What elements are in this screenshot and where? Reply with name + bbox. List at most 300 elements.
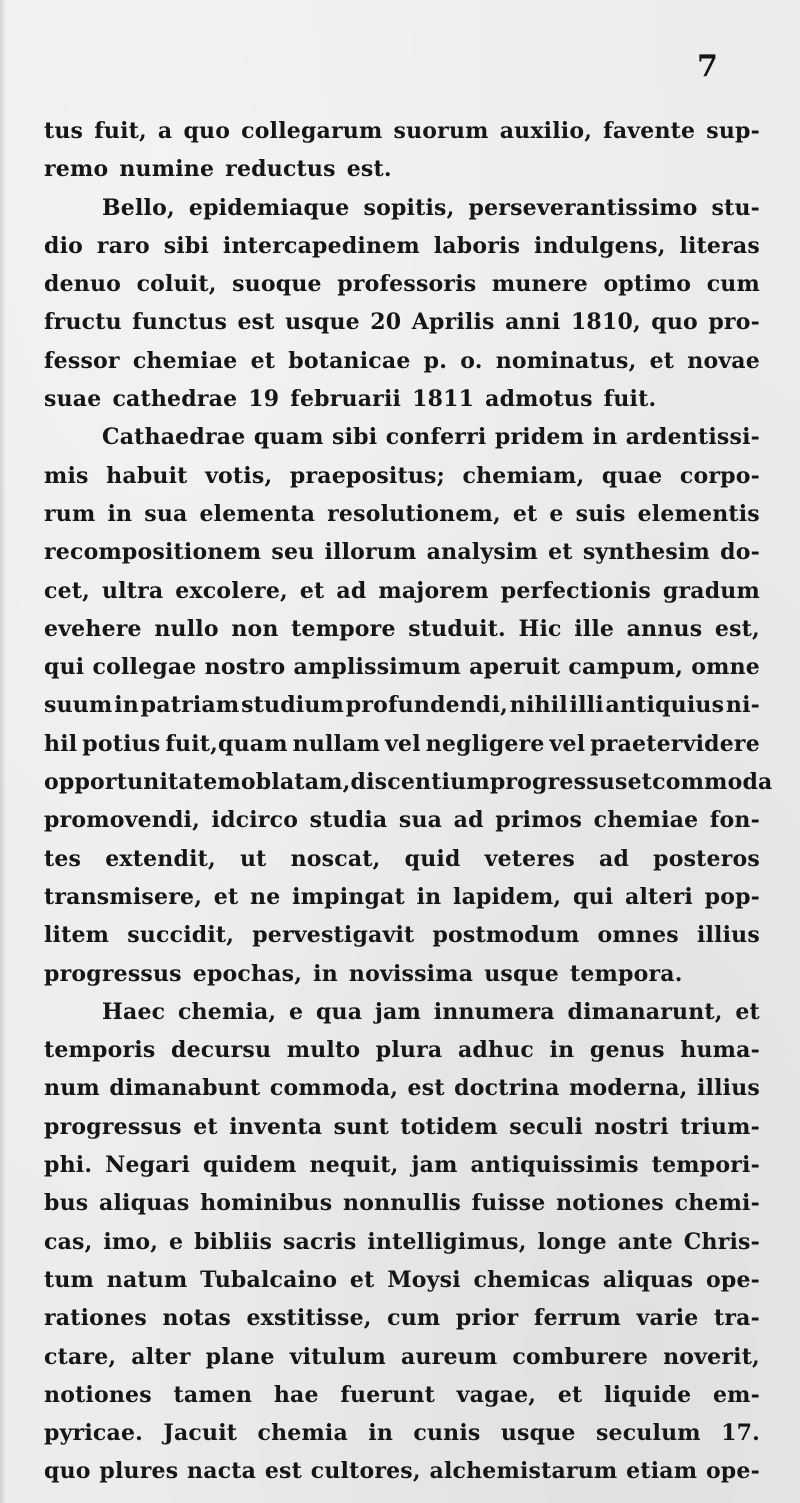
word: moderna, — [569, 1075, 688, 1102]
word: in — [368, 1420, 394, 1447]
word: comburere — [512, 1343, 649, 1370]
word: indulgens, — [534, 232, 666, 259]
word: collegarum — [241, 118, 383, 144]
word: Jacuit — [163, 1420, 238, 1447]
word: bibliis — [194, 1228, 273, 1255]
word: varie — [636, 1305, 699, 1332]
text-line — [44, 1261, 760, 1299]
word: favente — [603, 118, 696, 144]
word: perfectionis — [500, 577, 651, 604]
word: analysim — [426, 539, 538, 566]
word: exstitisse, — [246, 1305, 372, 1332]
word: nominatus, — [495, 347, 637, 374]
text-line — [44, 303, 760, 341]
text-line — [44, 1031, 760, 1069]
word: hae — [273, 1381, 319, 1408]
word: ctare, — [44, 1343, 117, 1370]
word: numine — [119, 156, 215, 183]
word: 17. — [721, 1420, 760, 1447]
word: et — [649, 347, 675, 374]
word: suorum — [393, 118, 489, 144]
word: ne — [250, 883, 281, 910]
word: 1810, — [570, 309, 641, 336]
word: tes — [44, 845, 82, 872]
word: vel — [549, 730, 586, 757]
text-line — [44, 572, 760, 610]
text-line — [44, 1184, 760, 1222]
word: majorem — [378, 577, 489, 604]
text-line — [44, 610, 760, 648]
word: illius — [696, 1075, 760, 1102]
word: nequit, — [309, 1152, 399, 1179]
word: Bello, — [102, 194, 175, 221]
word: tempora. — [569, 960, 683, 987]
word: elementa — [199, 500, 316, 527]
word: illius — [696, 922, 760, 949]
word: usque — [285, 309, 360, 336]
word: intercapedinem — [222, 232, 420, 259]
word: suae — [44, 386, 102, 413]
word: illorum — [324, 539, 417, 566]
word: em- — [712, 1381, 760, 1408]
word: perseverantissimo — [468, 194, 698, 221]
word: oblatam, — [240, 769, 351, 796]
word: et — [250, 347, 276, 374]
text-line — [44, 227, 760, 265]
word: excolere, — [175, 577, 288, 604]
word: tamen — [173, 1381, 253, 1408]
word: prior — [455, 1305, 519, 1332]
text-line — [44, 955, 760, 993]
word: alteri — [625, 883, 693, 910]
word: cum — [387, 1305, 441, 1332]
word: illi — [569, 692, 604, 719]
word: recompositionem — [44, 539, 262, 566]
word: dimanarunt, — [567, 998, 723, 1025]
word: trium- — [680, 1113, 760, 1140]
word: promovendi, — [44, 807, 200, 834]
word: progressus — [489, 769, 628, 796]
word: noverit, — [663, 1343, 760, 1370]
text-line — [44, 495, 760, 533]
word: tus — [44, 118, 84, 144]
word: usque — [500, 1420, 576, 1447]
text-line — [44, 1338, 760, 1376]
word: reductus — [225, 156, 336, 183]
word: corpo- — [679, 462, 760, 489]
word: professoris — [337, 271, 477, 298]
word: ad — [336, 577, 367, 604]
word: votis, — [205, 462, 273, 489]
word: plura — [375, 1037, 443, 1064]
word: tra- — [713, 1305, 760, 1332]
word: rum — [44, 500, 96, 527]
word: sibi — [332, 424, 378, 451]
word: patriam — [140, 692, 240, 719]
text-line — [44, 1452, 760, 1490]
word: botanicae — [288, 347, 411, 374]
word: qui — [572, 883, 614, 910]
word: functus — [132, 309, 228, 336]
text-line — [44, 878, 760, 916]
word: nacta — [187, 1458, 257, 1485]
word: jam — [374, 998, 421, 1025]
word: in — [592, 424, 618, 451]
page-edge-shadow — [0, 0, 6, 1503]
word: est — [264, 1458, 302, 1485]
word: alter — [131, 1343, 191, 1370]
word: tum — [44, 1266, 95, 1293]
word: nostri — [594, 1113, 669, 1140]
text-line — [44, 993, 760, 1031]
word: fuit. — [603, 386, 657, 413]
word: admotus — [485, 386, 593, 413]
text-line — [44, 763, 773, 801]
word: chemiae — [132, 347, 238, 374]
word: chemi- — [674, 1190, 760, 1217]
word: vitulum — [289, 1343, 387, 1370]
word: et — [299, 577, 325, 604]
word: Aprilis — [411, 309, 495, 336]
word: dio — [44, 232, 84, 259]
word: fessor — [44, 347, 120, 374]
word: multo — [286, 1037, 361, 1064]
word: etiam — [626, 1458, 698, 1485]
word: chemiae — [593, 807, 699, 834]
text-line — [44, 418, 760, 456]
word: nullo — [154, 615, 219, 642]
text-line — [44, 840, 760, 878]
word: phi. — [44, 1152, 93, 1179]
word: est — [237, 309, 275, 336]
word: seculum — [595, 1420, 701, 1447]
word: antiquius — [605, 692, 725, 719]
word: opportunitatem — [44, 769, 241, 796]
word: decursu — [171, 1037, 272, 1064]
word: est — [407, 1075, 445, 1102]
word: collegae — [92, 654, 197, 681]
word: transmisere, — [44, 883, 203, 910]
word: potius — [82, 730, 161, 757]
word: sup- — [706, 118, 760, 144]
word: ope- — [705, 1458, 760, 1485]
word: cunis — [413, 1420, 481, 1447]
word: 1811 — [412, 386, 475, 413]
word: habuit — [106, 462, 188, 489]
word: pervestigavit — [252, 922, 415, 949]
word: evehere — [44, 615, 142, 642]
word: postmodum — [432, 922, 580, 949]
word: quid — [404, 845, 461, 872]
word: impingat — [292, 883, 405, 910]
word: ille — [574, 615, 615, 642]
word: fuisse — [471, 1190, 546, 1217]
word: natum — [106, 1266, 188, 1293]
word: ad — [453, 807, 484, 834]
word: inventa — [229, 1113, 323, 1140]
word: munere — [491, 271, 588, 298]
word: mis — [44, 462, 89, 489]
word: cultores, — [310, 1458, 421, 1485]
word: et — [627, 769, 653, 796]
word: imo, — [103, 1228, 159, 1255]
word: ultra — [101, 577, 164, 604]
word: nostro — [204, 654, 286, 681]
word: primos — [495, 807, 583, 834]
word: doctrina — [454, 1075, 560, 1102]
word: coluit, — [136, 271, 217, 298]
word: omnes — [597, 922, 679, 949]
word: suoque — [232, 271, 322, 298]
word: cum — [706, 271, 760, 298]
word: omne — [691, 654, 760, 681]
word: hil — [44, 730, 78, 757]
word: jam — [411, 1152, 458, 1179]
word: in — [416, 883, 442, 910]
word: studia — [309, 807, 388, 834]
text-line — [44, 1146, 760, 1184]
word: suum — [44, 692, 113, 719]
word: idcirco — [211, 807, 299, 834]
text-line — [44, 916, 760, 954]
word: Negari — [105, 1152, 191, 1179]
word: chemia — [257, 1420, 348, 1447]
word: discentium — [350, 769, 490, 796]
word: ardentissi- — [625, 424, 760, 451]
word: fructu — [44, 309, 122, 336]
word: amplissimum — [293, 654, 461, 681]
word: ope- — [705, 1266, 760, 1293]
text-line — [44, 1069, 760, 1107]
word: ante — [617, 1228, 673, 1255]
word: nullam — [292, 730, 381, 757]
word: februarii — [290, 386, 402, 413]
word: in — [114, 692, 139, 719]
word: tempori- — [651, 1152, 760, 1179]
word: pridem — [494, 424, 585, 451]
word: laboris — [433, 232, 521, 259]
word: gradum — [662, 577, 760, 604]
word: extendit, — [105, 845, 216, 872]
word: aliquas — [602, 1266, 694, 1293]
word: notiones — [44, 1381, 152, 1408]
word: hominibus — [200, 1190, 333, 1217]
word: commoda — [652, 769, 773, 796]
word: literas — [679, 232, 760, 259]
word: bus — [44, 1190, 89, 1217]
word: dimanabunt — [109, 1075, 261, 1102]
word: quam — [253, 424, 324, 451]
word: fuit, — [94, 118, 147, 144]
word: cet, — [44, 577, 91, 604]
word: huma- — [680, 1037, 760, 1064]
word: liquide — [604, 1381, 692, 1408]
word: ut — [239, 845, 267, 872]
word: et — [548, 539, 573, 566]
word: p. — [423, 347, 448, 374]
word: nonnullis — [343, 1190, 461, 1217]
word: et — [512, 500, 538, 527]
word: aureum — [401, 1343, 498, 1370]
word: in — [313, 960, 338, 987]
word: et — [557, 1381, 583, 1408]
word: et — [193, 1113, 218, 1140]
text-line — [44, 725, 760, 763]
word: pop- — [704, 883, 760, 910]
word: quo — [44, 1458, 91, 1485]
text-line — [44, 1376, 760, 1414]
word: optimo — [603, 271, 692, 298]
word: progressus — [44, 1113, 182, 1140]
word: fuit,quam — [165, 730, 288, 757]
word: anni — [505, 309, 561, 336]
word: litem — [44, 922, 110, 949]
word: usque — [484, 960, 559, 987]
word: quo — [183, 118, 231, 144]
word: Tubalcaino — [200, 1266, 338, 1293]
word: totidem — [400, 1113, 498, 1140]
word: novae — [687, 347, 760, 374]
word: in — [549, 1037, 575, 1064]
word: e — [289, 998, 304, 1025]
text-line — [44, 1223, 760, 1261]
word: qui — [44, 654, 85, 681]
word: succidit, — [127, 922, 235, 949]
word: qua — [315, 998, 363, 1025]
word: auxilio, — [499, 118, 593, 144]
word: pro- — [708, 309, 760, 336]
word: 19 — [248, 386, 280, 413]
word: quo — [651, 309, 698, 336]
word: est. — [346, 156, 392, 183]
word: et — [735, 998, 760, 1025]
word: fon- — [709, 807, 760, 834]
word: pyricae. — [44, 1420, 144, 1447]
text-line — [44, 648, 760, 686]
word: aperuit — [469, 654, 561, 681]
word: negligere — [425, 730, 545, 757]
word: ad — [599, 845, 630, 872]
word: studium — [241, 692, 345, 719]
word: epidemiaque — [188, 194, 350, 221]
word: est, — [714, 615, 760, 642]
word: temporis — [44, 1037, 156, 1064]
word: noscat, — [290, 845, 381, 872]
word: resolutionem, — [327, 500, 501, 527]
word: e — [169, 1228, 184, 1255]
word: adhuc — [457, 1037, 534, 1064]
word: stu- — [711, 194, 760, 221]
body-text — [44, 112, 773, 1491]
word: sopitis, — [363, 194, 455, 221]
word: seu — [271, 539, 315, 566]
word: Haec — [102, 998, 166, 1025]
word: fuerunt — [340, 1381, 435, 1408]
word: et — [349, 1266, 375, 1293]
word: chemiam, — [462, 462, 585, 489]
word: plane — [205, 1343, 275, 1370]
word: quae — [601, 462, 663, 489]
word: sua — [398, 807, 443, 834]
word: veteres — [484, 845, 575, 872]
word: elementis — [637, 500, 760, 527]
word: o. — [460, 347, 483, 374]
word: annus — [626, 615, 703, 642]
word: cathedrae — [112, 386, 238, 413]
word: non — [231, 615, 279, 642]
word: progressus — [44, 960, 182, 987]
word: intelligimus, — [367, 1228, 527, 1255]
text-line — [44, 265, 760, 303]
word: antiquissimis — [470, 1152, 639, 1179]
word: campum, — [568, 654, 684, 681]
word: Hic — [518, 615, 562, 642]
word: praepositus; — [289, 462, 445, 489]
word: Cathaedrae — [102, 424, 246, 451]
word: num — [44, 1075, 100, 1102]
word: in — [107, 500, 133, 527]
word: rationes — [44, 1305, 148, 1332]
word: Chris- — [683, 1228, 760, 1255]
word: genus — [589, 1037, 665, 1064]
word: synthesim — [582, 539, 710, 566]
word: tempore — [291, 615, 396, 642]
text-line — [44, 189, 760, 227]
word: longe — [537, 1228, 607, 1255]
word: conferri — [385, 424, 487, 451]
word: 20 — [370, 309, 402, 336]
word: ferrum — [533, 1305, 622, 1332]
text-line — [44, 533, 760, 571]
word: commoda, — [269, 1075, 399, 1102]
word: praetervidere — [590, 730, 760, 757]
word: a — [157, 118, 173, 144]
word: sibi — [163, 232, 210, 259]
word: chemia, — [177, 998, 277, 1025]
word: cas, — [44, 1228, 93, 1255]
word: novissima — [348, 960, 474, 987]
text-line — [44, 457, 760, 495]
word: notiones — [556, 1190, 664, 1217]
text-line — [44, 801, 760, 839]
text-line — [44, 150, 760, 188]
word: innumera — [433, 998, 555, 1025]
word: plures — [99, 1458, 179, 1485]
word: vel — [385, 730, 421, 757]
page-number: 7 — [697, 49, 718, 84]
text-line — [44, 1414, 760, 1452]
text-line — [44, 342, 760, 380]
word: epochas, — [192, 960, 303, 987]
word: lapidem, — [453, 883, 562, 910]
word: ni- — [725, 692, 760, 719]
text-line — [44, 1108, 760, 1146]
word: remo — [44, 156, 109, 183]
word: notas — [162, 1305, 231, 1332]
word: denuo — [44, 271, 122, 298]
word: do- — [720, 539, 760, 566]
word: Moysi — [387, 1266, 461, 1293]
word: seculi — [509, 1113, 583, 1140]
text-line — [44, 380, 760, 418]
word: quidem — [203, 1152, 297, 1179]
word: sacris — [282, 1228, 357, 1255]
word: posteros — [653, 845, 760, 872]
word: sunt — [333, 1113, 389, 1140]
word: vagae, — [456, 1381, 537, 1408]
text-line — [44, 1299, 760, 1337]
word: aliquas — [99, 1190, 190, 1217]
